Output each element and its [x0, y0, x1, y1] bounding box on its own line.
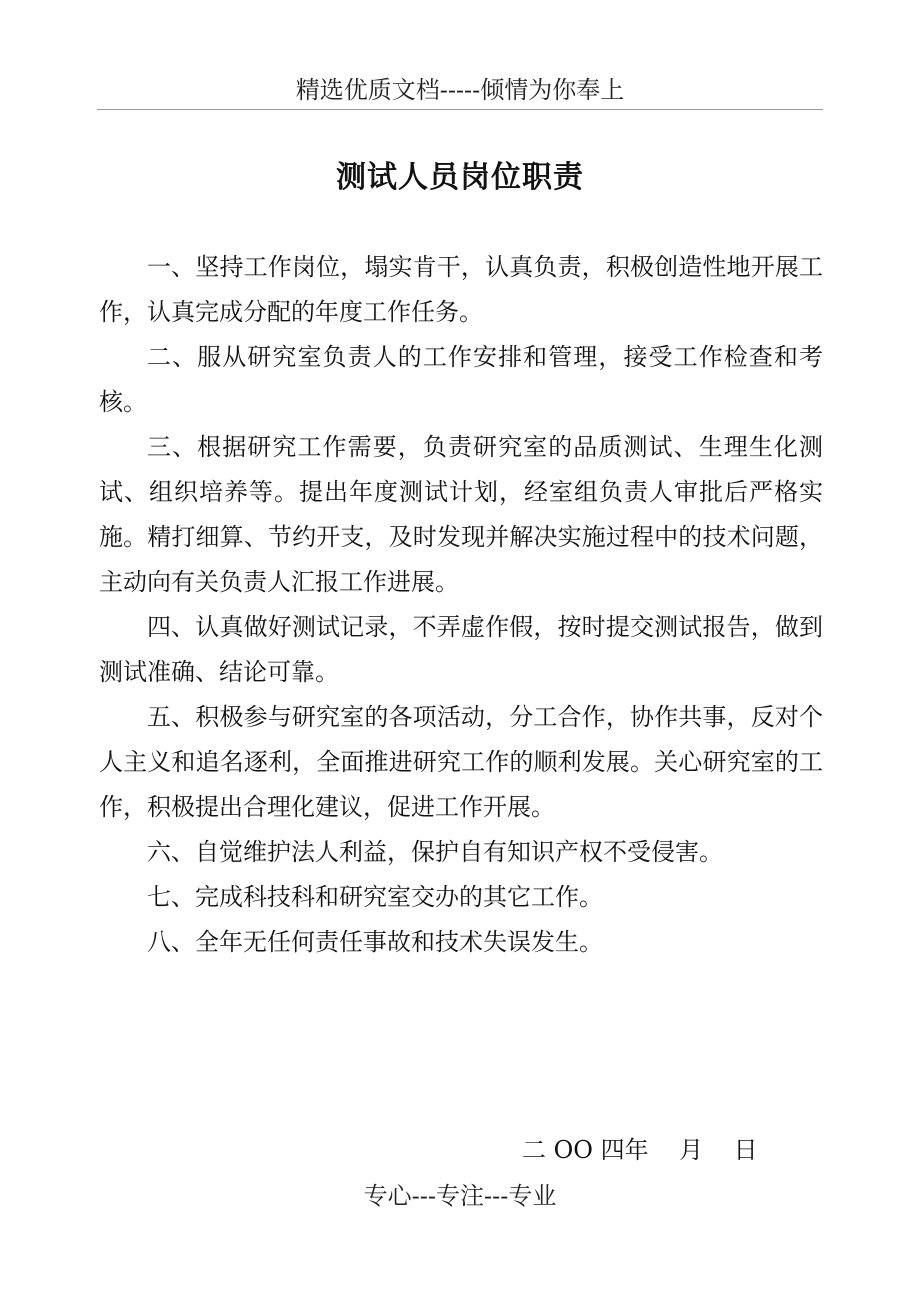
paragraph-5: 五、积极参与研究室的各项活动，分工合作，协作共事，反对个人主义和追名逐利，全面推进研究工作的顺利发展。关心研究室的工作，积极提出合理化建议，促进工作开展。 [99, 703, 823, 821]
paragraph-6: 六、自觉维护法人利益，保护自有知识产权不受侵害。 [147, 838, 723, 866]
page-footer: 专心---专注---专业 [363, 1182, 557, 1210]
document-date: 二 OO 四年 月 日 [522, 1136, 758, 1164]
paragraph-4: 四、认真做好测试记录，不弄虚作假，按时提交测试报告，做到测试准确、结论可靠。 [99, 613, 823, 686]
paragraph-1: 一、坚持工作岗位，塌实肯干，认真负责，积极创造性地开展工作，认真完成分配的年度工作任务。 [99, 253, 823, 326]
document-body [99, 245, 823, 965]
paragraph-3: 三、根据研究工作需要，负责研究室的品质测试、生理生化测试、组织培养等。提出年度测试计划，经室组负责人审批后严格实施。精打细算、节约开支，及时发现并解决实施过程中的技术问题，主动向有关负责人汇报工作进展。 [99, 433, 823, 596]
paragraph-7: 七、完成科技科和研究室交办的其它工作。 [147, 883, 603, 911]
paragraph-2: 二、服从研究室负责人的工作安排和管理，接受工作检查和考核。 [99, 343, 823, 416]
header-divider [97, 109, 823, 110]
paragraph-8: 八、全年无任何责任事故和技术失误发生。 [147, 928, 603, 956]
page-header: 精选优质文档-----倾情为你奉上 [295, 76, 625, 104]
document-title: 测试人员岗位职责 [336, 160, 584, 195]
